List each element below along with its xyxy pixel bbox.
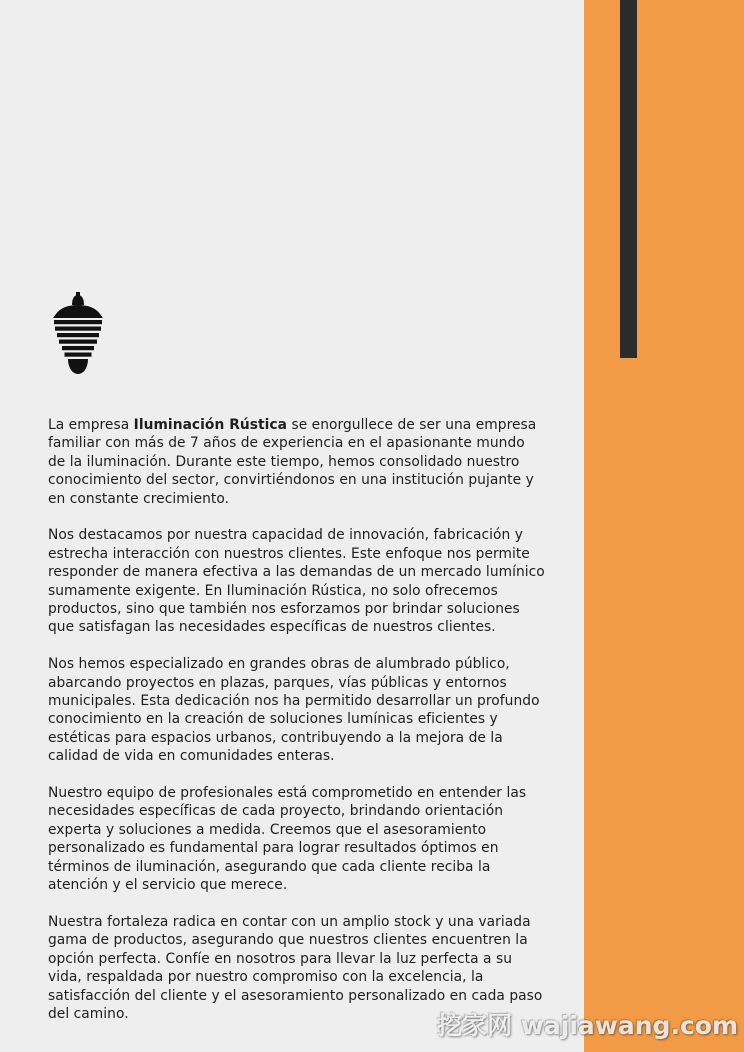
company-name: Iluminación Rústica [133, 417, 288, 433]
orange-side-band [584, 0, 744, 1052]
intro-paragraph: La empresa Iluminación Rústica se enorgullece de ser una empresa familiar con más de 7 años de experiencia en el apasionante mundo de la iluminación. Durante este tiempo, hemos consolidado nuestro conocimiento del sector, convirtiéndonos en una institución pujante y en constante crecimiento. [48, 417, 537, 507]
watermark: 挖家网 wajiawang.com [437, 1011, 738, 1040]
company-description [48, 416, 546, 1042]
stock-paragraph: Nuestra fortaleza radica en contar con un amplio stock y una variada gama de productos, asegurando que nuestros clientes encuentren la opción perfecta. Confíe en nosotros para llevar la luz perfecta a su vida, respaldada por nuestro compromiso con la excelencia, la satisfacción del cliente y el asesoramiento personalizado en cada paso del camino. [48, 913, 543, 1022]
public-lighting-paragraph: Nos hemos especializado en grandes obras de alumbrado público, abarcando proyectos en plazas, parques, vías públicas y entornos municipales. Esta dedicación nos ha permitido desarrollar un profundo conocimiento en la creación de soluciones lumínicas eficientes y estéticas para espacios urbanos, contribuyendo a la mejora de la calidad de vida en comunidades enteras. [48, 656, 540, 765]
street-lamp-icon [50, 292, 106, 380]
team-paragraph: Nuestro equipo de profesionales está comprometido en entender las necesidades específicas de cada proyecto, brindando orientación experta y soluciones a medida. Creemos que el asesoramiento personalizado es fundamental para lograr resultados óptimos en términos de iluminación, asegurando que cada cliente reciba la atención y el servicio que merece. [48, 785, 527, 894]
dark-vertical-bar [620, 0, 637, 358]
innovation-paragraph: Nos destacamos por nuestra capacidad de innovación, fabricación y estrecha interacción con nuestros clientes. Este enfoque nos permite responder de manera efectiva a las demandas de un mercado lumínico sumamente exigente. En Iluminación Rústica, no solo ofrecemos productos, sino que también nos esforzamos por brindar soluciones que satisfagan las necesidades específicas de nuestros clientes. [48, 527, 545, 636]
